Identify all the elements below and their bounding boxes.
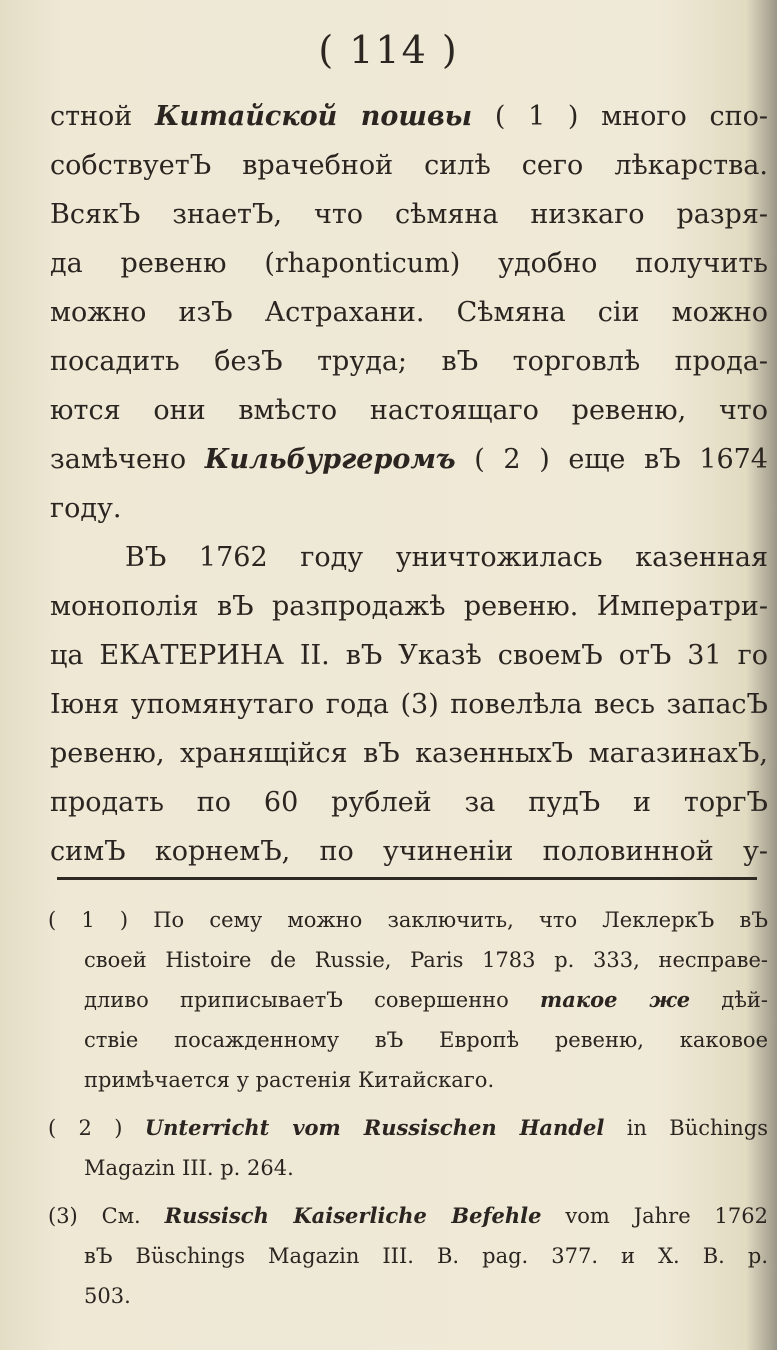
footnote-line [48,980,768,1020]
footnote-2 [48,1108,768,1188]
footnote-divider [57,877,757,880]
italic-text: Russisch Kaiserliche Befehle [164,1203,542,1228]
text-run: ( 2 ) еще вЪ 1674 [455,444,768,475]
text-line: году. [50,493,122,524]
footnote-line: вЪ Büschings Magazin III. B. pag. 377. и X. B. p. [84,1244,768,1268]
footnote-line: Magazin III. p. 264. [84,1156,294,1180]
text-line: ревеню, хранящійся вЪ казенныхЪ магазинахЪ, [50,738,768,769]
text-run: (3) См. [48,1204,165,1228]
text-line: ВЪ 1762 году уничтожилась казенная [125,542,768,573]
text-run: дѣй- [690,988,768,1012]
footnote-line [48,1196,768,1236]
text-line: да ревеню (rhaponticum) удобно получить [50,248,768,279]
text-line: симЪ корнемЪ, по учиненіи половинной у- [50,836,768,867]
footnote-line: своей Histoire de Russie, Paris 1783 p. 333, несправе- [84,948,768,972]
text-line: собствуетЪ врачебной силѣ сего лѣкарства. [50,150,768,181]
footnote-line: ствіе посажденному вЪ Европѣ ревеню, каковое [84,1028,768,1052]
italic-text: Unterricht vom Russischen Handel [144,1115,605,1140]
text-run: стной [50,101,155,132]
text-line: монополія вЪ разпродажѣ ревеню. Императри- [50,591,768,622]
text-line [50,92,768,141]
footnote-line: ( 1 ) По сему можно заключить, что ЛеклеркЪ вЪ [48,908,768,932]
footnote-line [48,1108,768,1148]
text-run: in Büchings [604,1116,769,1140]
text-line: ются они вмѣсто настоящаго ревеню, что [50,395,768,426]
text-run: vom Jahre 1762 [541,1204,768,1228]
text-line: продать по 60 рублей за пудЪ и торгЪ [50,787,768,818]
text-line: можно изЪ Астрахани. Сѣмяна сіи можно [50,297,768,328]
text-run: замѣчено [50,444,205,475]
italic-text: такое же [540,987,691,1012]
text-run: ( 2 ) [48,1116,145,1140]
footnote-3 [48,1196,768,1316]
text-line: ВсякЪ знаетЪ, что сѣмяна низкаго разря- [50,199,768,230]
text-line [50,435,768,484]
text-run: дливо приписываетЪ совершенно [84,988,541,1012]
footnote-line: 503. [84,1284,131,1308]
text-line: ца ЕКАТЕРИНА II. вЪ Указѣ своемЪ отЪ 31 го [50,640,768,671]
text-line: Іюня упомянутаго года (3) повелѣла весь запасЪ [50,689,768,720]
italic-text: Китайской пошвы [155,101,473,132]
text-line: посадить безЪ труда; вЪ торговлѣ прода- [50,346,768,377]
page-number: ( 114 ) [318,28,459,72]
italic-text: Кильбургеромъ [204,444,456,475]
footnote-1 [48,900,768,1100]
text-run: ( 1 ) много спо- [472,101,768,132]
main-text [50,92,768,876]
footnotes [48,900,768,1324]
footnote-line: примѣчается у растенія Китайскаго. [84,1068,495,1092]
